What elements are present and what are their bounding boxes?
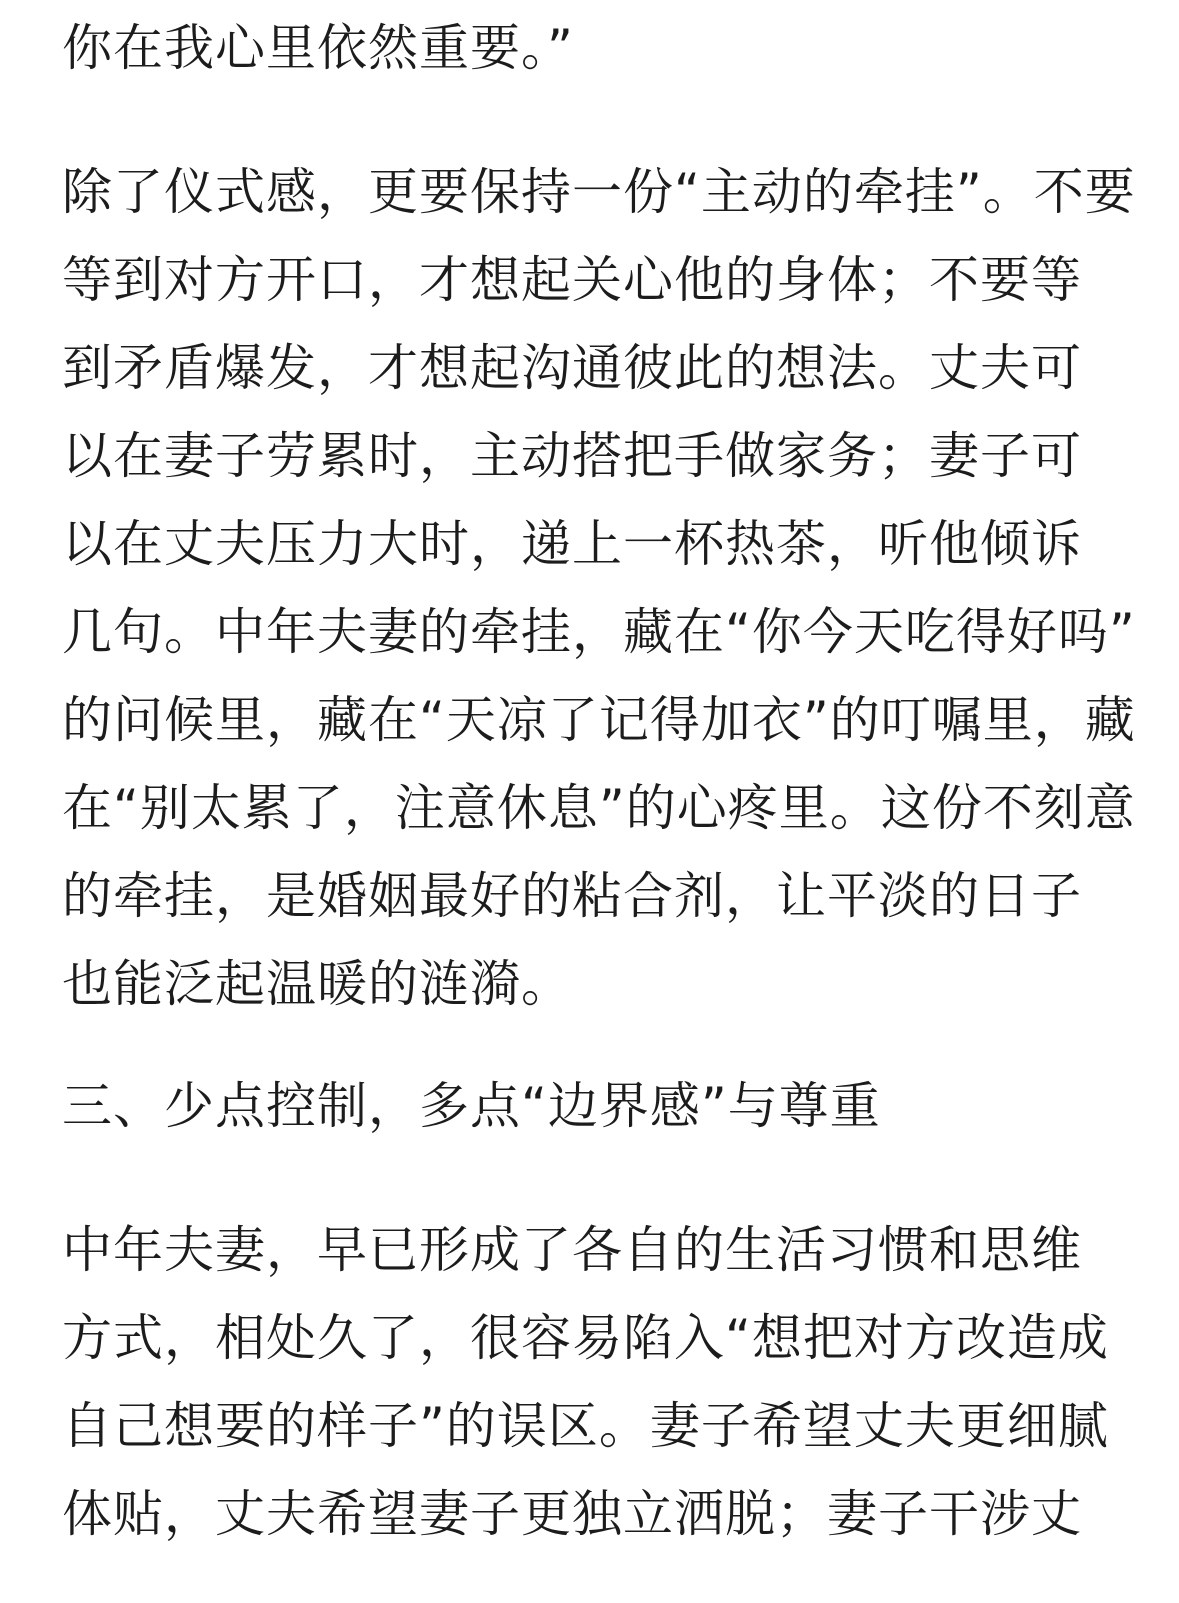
text-line: 你在我心里依然重要。” xyxy=(62,19,574,77)
text-line: 到矛盾爆发，才想起沟通彼此的想法。丈夫可 xyxy=(62,339,1082,397)
paragraph-connection xyxy=(62,148,1136,1028)
text-line: 除了仪式感，更要保持一份“主动的牵挂”。不要 xyxy=(62,163,1136,221)
text-line: 在“别太累了，注意休息”的心疼里。这份不刻意 xyxy=(62,779,1136,837)
text-line: 以在丈夫压力大时，递上一杯热茶，听他倾诉 xyxy=(62,515,1082,573)
text-line: 中年夫妻，早已形成了各自的生活习惯和思维 xyxy=(62,1221,1082,1279)
text-line: 等到对方开口，才想起关心他的身体；不要等 xyxy=(62,251,1082,309)
text-line: 以在妻子劳累时，主动搭把手做家务；妻子可 xyxy=(62,427,1082,485)
text-line: 也能泛起温暖的涟漪。 xyxy=(62,955,572,1013)
text-line: 体贴，丈夫希望妻子更独立洒脱；妻子干涉丈 xyxy=(62,1485,1082,1543)
paragraph-boundaries xyxy=(62,1206,1109,1558)
paragraph-closing xyxy=(62,4,574,92)
text-line: 几句。中年夫妻的牵挂，藏在“你今天吃得好吗” xyxy=(62,603,1136,661)
text-line: 的牵挂，是婚姻最好的粘合剂，让平淡的日子 xyxy=(62,867,1082,925)
text-line: 的问候里，藏在“天凉了记得加衣”的叮嘱里，藏 xyxy=(62,691,1136,749)
text-line: 方式，相处久了，很容易陷入“想把对方改造成 xyxy=(62,1309,1109,1367)
section-heading-text: 三、少点控制，多点“边界感”与尊重 xyxy=(62,1077,881,1135)
section-heading xyxy=(62,1062,881,1150)
text-line: 自己想要的样子”的误区。妻子希望丈夫更细腻 xyxy=(62,1397,1109,1455)
